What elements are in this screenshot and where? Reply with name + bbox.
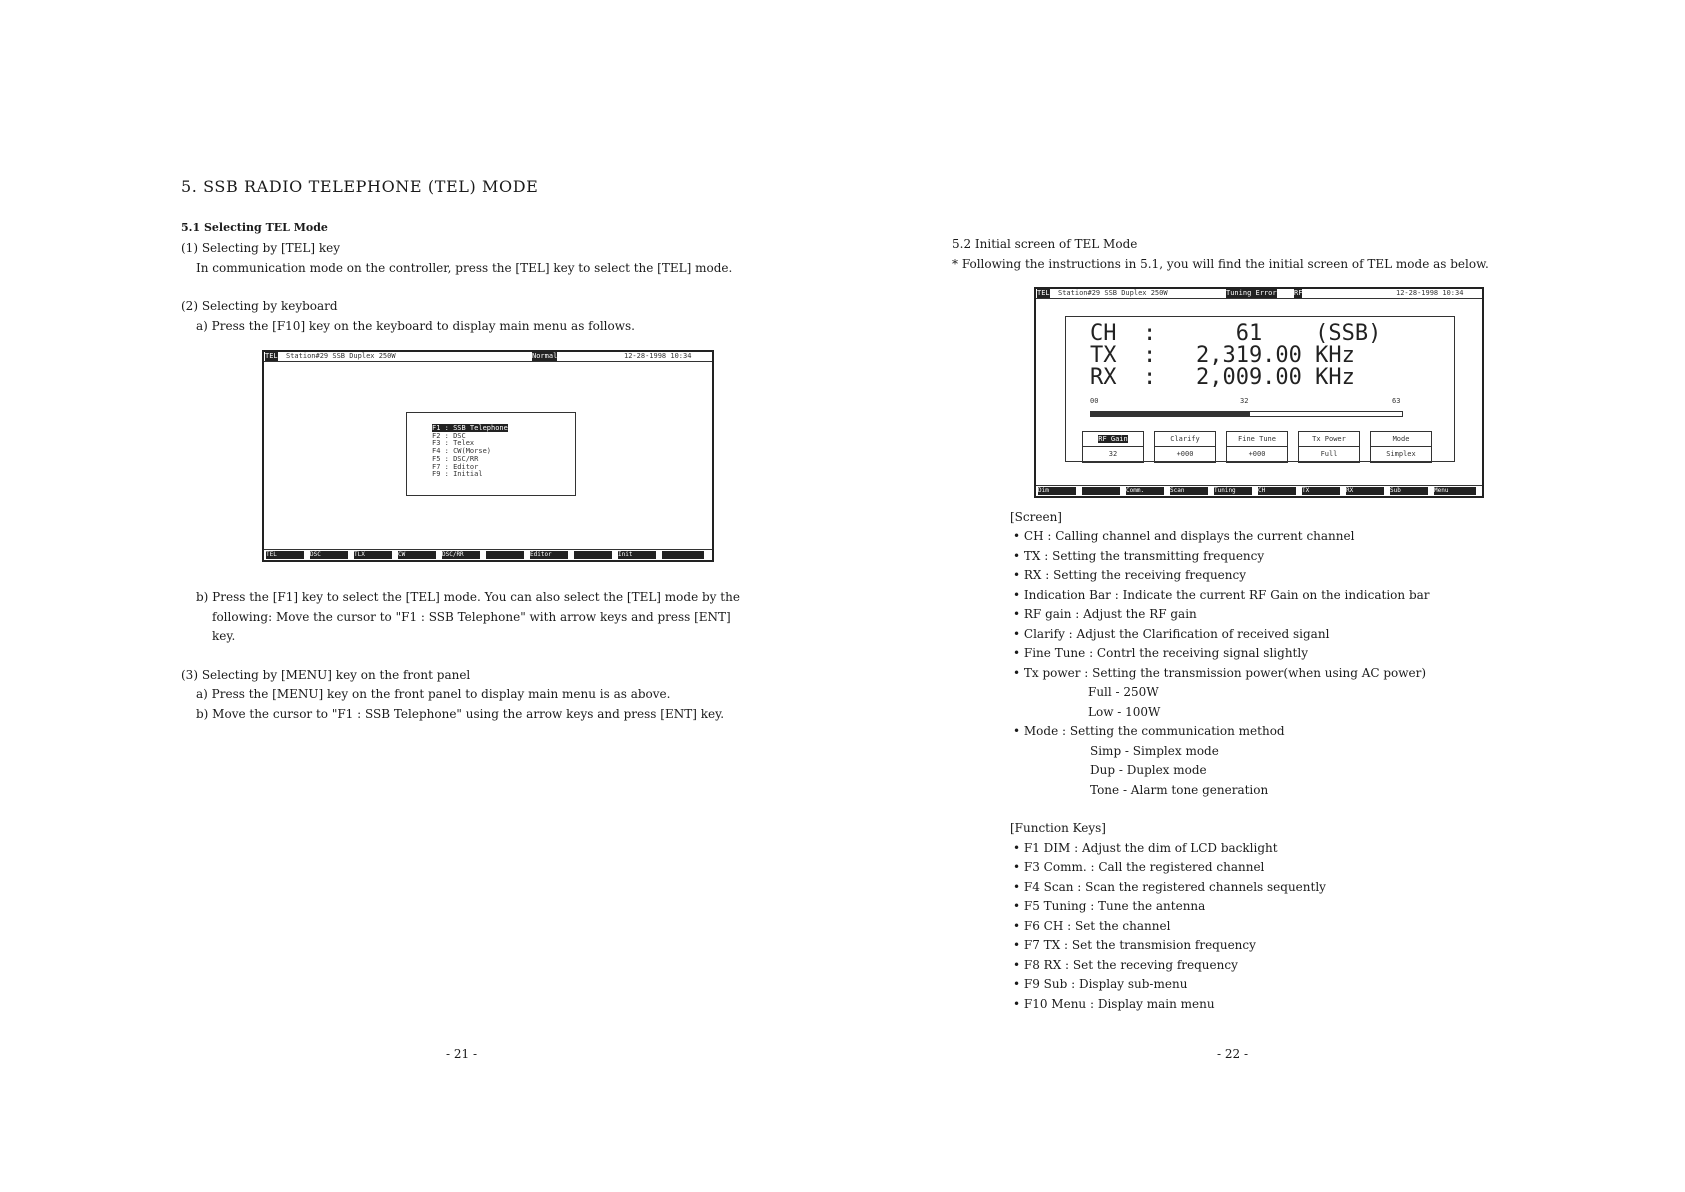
clarify-box[interactable] bbox=[1154, 431, 1216, 463]
function-item: • F1 DIM : Adjust the dim of LCD backlight bbox=[1013, 841, 1278, 855]
mode-simp: Simp - Simplex mode bbox=[1090, 744, 1219, 758]
fkey-6[interactable] bbox=[486, 551, 524, 559]
status-station: Station#29 SSB Duplex 250W bbox=[286, 352, 396, 360]
function-item: • F10 Menu : Display main menu bbox=[1013, 997, 1215, 1011]
fkey-7[interactable]: Editor bbox=[530, 551, 568, 559]
bar-scale-min: 00 bbox=[1090, 397, 1099, 405]
bar-scale-max: 63 bbox=[1392, 397, 1401, 405]
page-number-right: - 22 - bbox=[1217, 1047, 1249, 1061]
screen-item: • Fine Tune : Contrl the receiving signal slightly bbox=[1013, 646, 1308, 660]
fkey-7[interactable]: TX bbox=[1302, 487, 1340, 495]
mode-tone: Tone - Alarm tone generation bbox=[1090, 783, 1269, 797]
item2-heading: (2) Selecting by keyboard bbox=[181, 299, 338, 313]
section-heading-5-1: 5.1 Selecting TEL Mode bbox=[181, 221, 328, 234]
fkey-9[interactable]: Init bbox=[618, 551, 656, 559]
main-menu-box bbox=[406, 412, 576, 496]
tx-frequency-readout: TX : 2,319.00 KHz bbox=[1090, 343, 1355, 368]
fkey-1[interactable]: TEL bbox=[266, 551, 304, 559]
fkey-2[interactable] bbox=[1082, 487, 1120, 495]
item2-step-b-line3: key. bbox=[212, 629, 236, 643]
status-rf: RF bbox=[1294, 289, 1303, 297]
function-item: • F9 Sub : Display sub-menu bbox=[1013, 977, 1188, 991]
item2-step-b-line2: following: Move the cursor to "F1 : SSB Telephone" with arrow keys and press [ENT] bbox=[212, 610, 731, 624]
fkey-4[interactable]: CW bbox=[398, 551, 436, 559]
rf-gain-label: RF Gain bbox=[1098, 435, 1128, 443]
item1-text: In communication mode on the controller, press the [TEL] key to select the [TEL] mode. bbox=[196, 261, 733, 275]
fkey-5[interactable]: Tuning bbox=[1214, 487, 1252, 495]
screen-item: • RF gain : Adjust the RF gain bbox=[1013, 607, 1197, 621]
fine-tune-value: +000 bbox=[1248, 450, 1266, 458]
function-item: • F8 RX : Set the receving frequency bbox=[1013, 958, 1238, 972]
tel-initial-screenshot bbox=[1034, 287, 1484, 498]
menu-item[interactable]: F3 : Telex bbox=[432, 439, 475, 448]
function-item: • F6 CH : Set the channel bbox=[1013, 919, 1171, 933]
item2-step-a: a) Press the [F10] key on the keyboard to display main menu as follows. bbox=[196, 319, 635, 333]
fkey-3[interactable]: TLX bbox=[354, 551, 392, 559]
item1-heading: (1) Selecting by [TEL] key bbox=[181, 241, 341, 255]
status-mode: TEL bbox=[1037, 289, 1050, 297]
screen-item: • RX : Setting the receiving frequency bbox=[1013, 568, 1246, 582]
item3-step-b: b) Move the cursor to "F1 : SSB Telephone" using the arrow keys and press [ENT] key. bbox=[196, 707, 725, 721]
status-datetime: 12-28-1998 10:34 bbox=[1396, 289, 1464, 297]
status-datetime: 12-28-1998 10:34 bbox=[624, 352, 692, 360]
tx-power-value: Full bbox=[1320, 450, 1338, 458]
item3-heading: (3) Selecting by [MENU] key on the front panel bbox=[181, 668, 471, 682]
page-number-left: - 21 - bbox=[446, 1047, 478, 1061]
menu-item[interactable]: F7 : Editor bbox=[432, 462, 479, 471]
tx-power-label: Tx Power bbox=[1299, 432, 1359, 447]
function-item: • F3 Comm. : Call the registered channel bbox=[1013, 860, 1265, 874]
fine-tune-label: Fine Tune bbox=[1227, 432, 1287, 447]
fkey-4[interactable]: Scan bbox=[1170, 487, 1208, 495]
page-title: 5. SSB RADIO TELEPHONE (TEL) MODE bbox=[181, 177, 539, 196]
fkey-8[interactable]: RX bbox=[1346, 487, 1384, 495]
channel-panel bbox=[1065, 316, 1455, 462]
screen-item: • Clarify : Adjust the Clarification of received siganl bbox=[1013, 627, 1330, 641]
status-bar bbox=[1036, 289, 1482, 299]
status-mode: TEL bbox=[265, 352, 278, 360]
mode-dup: Dup - Duplex mode bbox=[1090, 763, 1207, 777]
fkey-10[interactable] bbox=[662, 551, 704, 559]
function-key-bar bbox=[264, 549, 712, 560]
function-key-bar bbox=[1036, 485, 1482, 496]
screen-item: • Indication Bar : Indicate the current RF Gain on the indication bar bbox=[1013, 588, 1430, 602]
mode-label: Mode bbox=[1371, 432, 1431, 447]
rf-gain-box[interactable] bbox=[1082, 431, 1144, 463]
bar-scale-mid: 32 bbox=[1240, 397, 1249, 405]
item3-step-a: a) Press the [MENU] key on the front panel to display main menu is as above. bbox=[196, 687, 671, 701]
main-menu-screenshot bbox=[262, 350, 714, 562]
power-low: Low - 100W bbox=[1088, 705, 1161, 719]
fkey-8[interactable] bbox=[574, 551, 612, 559]
fkey-2[interactable]: DSC bbox=[310, 551, 348, 559]
mode-item: • Mode : Setting the communication method bbox=[1013, 724, 1285, 738]
rf-gain-indication-bar bbox=[1090, 411, 1403, 417]
status-station: Station#29 SSB Duplex 250W bbox=[1058, 289, 1168, 297]
fkey-3[interactable]: Comm. bbox=[1126, 487, 1164, 495]
rx-frequency-readout: RX : 2,009.00 KHz bbox=[1090, 365, 1355, 390]
power-full: Full - 250W bbox=[1088, 685, 1159, 699]
fkey-1[interactable]: Dim bbox=[1038, 487, 1076, 495]
menu-item[interactable]: F2 : DSC bbox=[432, 431, 466, 440]
function-keys-heading: [Function Keys] bbox=[1010, 821, 1106, 835]
mode-box[interactable] bbox=[1370, 431, 1432, 463]
section-intro: * Following the instructions in 5.1, you will find the initial screen of TEL mode as below. bbox=[952, 257, 1489, 271]
menu-item[interactable]: F4 : CW(Morse) bbox=[432, 447, 492, 456]
rf-gain-bar-fill bbox=[1091, 412, 1250, 416]
rf-gain-value: 32 bbox=[1108, 450, 1118, 458]
fine-tune-box[interactable] bbox=[1226, 431, 1288, 463]
screen-heading: [Screen] bbox=[1010, 510, 1062, 524]
fkey-5[interactable]: DSC/RR bbox=[442, 551, 480, 559]
function-item: • F4 Scan : Scan the registered channels sequently bbox=[1013, 880, 1326, 894]
clarify-value: +000 bbox=[1176, 450, 1194, 458]
fkey-10[interactable]: Menu bbox=[1434, 487, 1476, 495]
function-item: • F5 Tuning : Tune the antenna bbox=[1013, 899, 1206, 913]
status-tuning-error: Tuning Error bbox=[1226, 289, 1277, 297]
fkey-9[interactable]: Sub bbox=[1390, 487, 1428, 495]
section-heading-5-2: 5.2 Initial screen of TEL Mode bbox=[952, 237, 1138, 251]
tx-power-box[interactable] bbox=[1298, 431, 1360, 463]
screen-item: • CH : Calling channel and displays the current channel bbox=[1013, 529, 1355, 543]
menu-item[interactable]: F9 : Initial bbox=[432, 470, 483, 479]
menu-item[interactable]: F5 : DSC/RR bbox=[432, 454, 479, 463]
fkey-6[interactable]: CH bbox=[1258, 487, 1296, 495]
screen-item: • TX : Setting the transmitting frequency bbox=[1013, 549, 1265, 563]
mode-value: Simplex bbox=[1386, 450, 1416, 458]
status-bar bbox=[264, 352, 712, 362]
item2-step-b-line1: b) Press the [F1] key to select the [TEL] mode. You can also select the [TEL] mode by the bbox=[196, 590, 740, 604]
function-item: • F7 TX : Set the transmision frequency bbox=[1013, 938, 1256, 952]
status-indicator: Normal bbox=[532, 352, 558, 360]
channel-readout: CH : 61 (SSB) bbox=[1090, 321, 1382, 346]
clarify-label: Clarify bbox=[1155, 432, 1215, 447]
menu-item[interactable]: F1 : SSB Telephone bbox=[432, 424, 508, 432]
screen-item: • Tx power : Setting the transmission power(when using AC power) bbox=[1013, 666, 1427, 680]
